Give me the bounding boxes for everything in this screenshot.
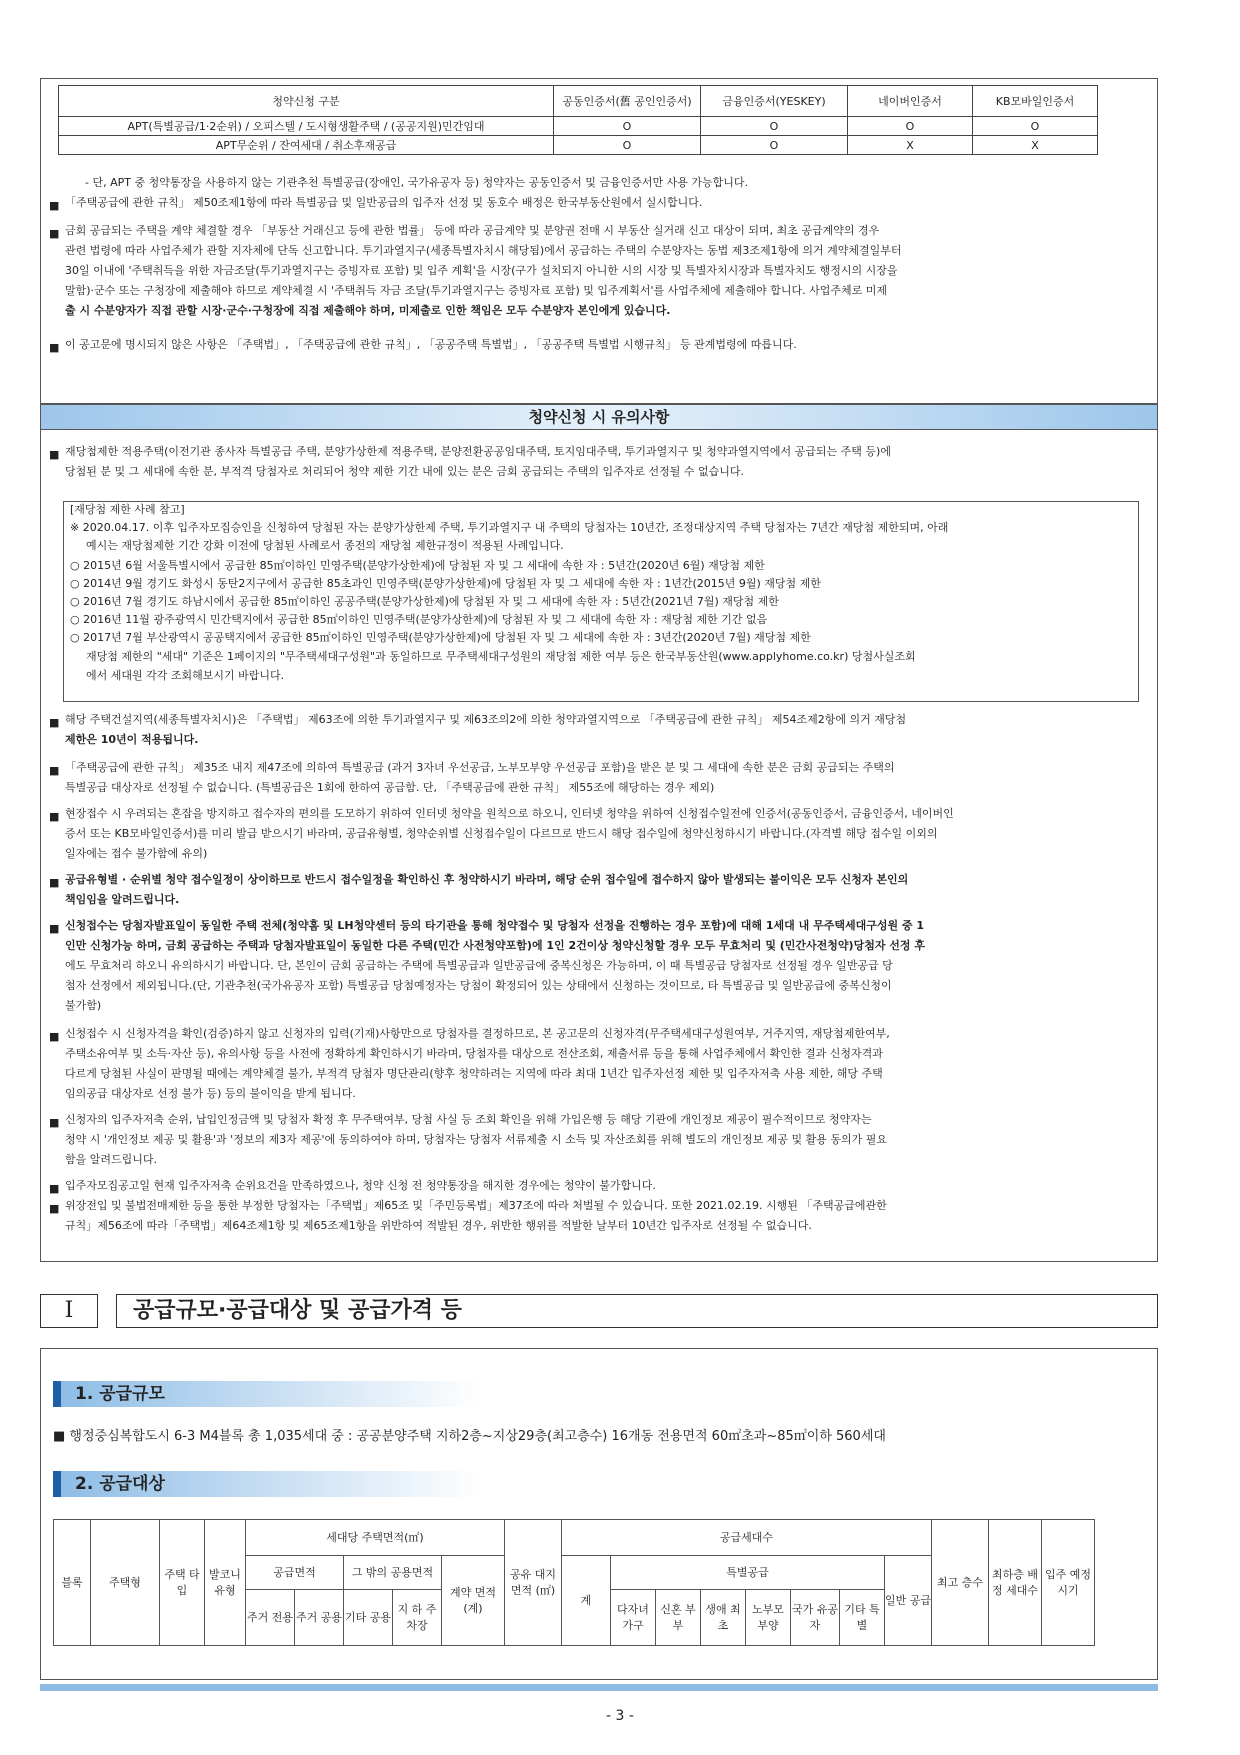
note-line: 30일 이내에 '주택취득을 위한 자금조달(투기과열지구는 증빙자료 포함) 및 입주 계획'을 시장(구가 설치되지 아니한 시의 시장 및 특별자치시장과 특별자치도 행정시의 시장을 (65, 264, 898, 277)
caution-line: 주택소유여부 및 소득·자산 등), 유의사항 등을 사전에 정확하게 확인하시기 바라며, 당첨자를 대상으로 전산조회, 제출서류 등을 통해 사업주체에서 확인한 결과 신청자격과 (65, 1047, 883, 1060)
bullet-icon: ■ (49, 199, 60, 212)
table-header: 신혼 부부 (656, 1590, 701, 1646)
certificate-table (58, 85, 1098, 155)
table-header: 블록 (54, 1520, 91, 1646)
table-header: 국가 유공자 (791, 1590, 840, 1646)
example-item: ○ 2015년 6월 서울특별시에서 공급한 85㎡이하인 민영주택(분양가상한제)에 당첨된 자 및 그 세대에 속한 자 : 5년간(2020년 6월) 재당첨 제한 (70, 559, 765, 572)
table-header: 최고 층수 (932, 1520, 989, 1646)
cert-header: 청약신청 구분 (59, 86, 554, 117)
note-line: 말함)·군수 또는 구청장에 제출해야 하므로 계약체결 시 '주택취득 자금 조달(투기과열지구는 증빙자료 포함) 및 입주계획서'를 사업주체에 제출해야 합니다. 사업주체로 미제 (65, 284, 888, 297)
cert-header: 공동인증서(舊 공인인증서) (554, 86, 701, 117)
bullet-icon: ■ (49, 448, 60, 461)
supply-target-title: 2. 공급대상 (75, 1474, 165, 1494)
supply-target-header (53, 1471, 481, 1497)
table-cell: O (848, 117, 973, 136)
example-line: 예시는 재당첨제한 기간 강화 이전에 당첨된 사례로서 종전의 재당첨 제한규정이 적용된 사례입니다. (86, 539, 564, 552)
caution-line: 다르게 당첨된 사실이 판명될 때에는 계약체결 불가, 부적격 당첨자 명단관리(향후 청약하려는 지역에 따라 최대 1년간 입주자선정 제한 및 입주자저축 사용 제한, 해당 주택 (65, 1067, 883, 1080)
note-line: 출 시 수분양자가 직접 관할 시장·군수·구청장에 직접 제출해야 하며, 미제출로 인한 책임은 모두 수분양자 본인에게 있습니다. (65, 304, 671, 317)
footer-bar (40, 1684, 1158, 1691)
bullet-icon: ■ (49, 1182, 60, 1195)
caution-line: 임의공급 대상자로 선정 불가 등) 등의 불이익을 받게 됩니다. (65, 1087, 356, 1100)
caution-line: 재당첨제한 적용주택(이전기관 종사자 특별공급 주택, 분양가상한제 적용주택, 분양전환공공임대주택, 토지임대주택, 투기과열지구 및 청약과열지역에서 공급되는 주택 등)에 (65, 445, 891, 458)
bullet-icon: ■ (49, 1030, 60, 1043)
table-header: 발코니 유형 (205, 1520, 246, 1646)
table-row (59, 117, 1098, 136)
table-header: 주택형 (91, 1520, 160, 1646)
example-line: ※ 2020.04.17. 이후 입주자모집승인을 신청하여 당첨된 자는 분양가상한제 주택, 투기과열지구 내 주택의 당첨자는 10년간, 조정대상지역 주택 당첨자는 7년간 재당첨 제한되며, 아래 (70, 521, 949, 534)
example-item: ○ 2017년 7월 부산광역시 공공택지에서 공급한 85㎡이하인 민영주택(분양가상한제)에 당첨된 자 및 그 세대에 속한 자 : 3년간(2020년 7월) 재당첨 제한 (70, 631, 811, 644)
caution-line: 첨자 선정에서 제외됩니다.(단, 기관추천(국가유공자 포함) 특별공급 당첨예정자는 당첨이 확정되어 있는 상태에서 신청하는 것이므로, 타 특별공급 및 일반공급에 중복신청이 (65, 979, 892, 992)
caution-line: 위장전입 및 불법전매제한 등을 통한 부정한 당첨자는「주택법」제65조 및「주민등록법」제37조에 따라 처벌될 수 있습니다. 또한 2021.02.19. 시행된 「주택공급에관한 (65, 1199, 887, 1212)
note-line: 이 공고문에 명시되지 않은 사항은 「주택법」, 「주택공급에 관한 규칙」, 「공공주택 특별법」, 「공공주택 특별법 시행규칙」 등 관계법령에 따릅니다. (65, 338, 797, 351)
table-header: 공급면적 (246, 1556, 344, 1590)
bullet-icon: ■ (49, 810, 60, 823)
example-title: [재당첨 제한 사례 참고] (70, 503, 185, 516)
caution-line: 청약 시 '개인정보 제공 및 활용'과 '정보의 제3자 제공'에 동의하여야 하며, 당첨자는 당첨자 서류제출 시 소득 및 자산조회를 위해 별도의 개인정보 제공 및 활용 동의가 필요 (65, 1133, 887, 1146)
caution-line: 증서 또는 KB모바일인증서)를 미리 발급 받으시기 바라며, 공급유형별, 청약순위별 신청접수일이 다르므로 반드시 해당 접수일에 청약신청하시기 바랍니다.(자격별 해당 접수일 이외의 (65, 827, 938, 840)
section-title (40, 1294, 1158, 1328)
caution-line: 일자에는 접수 불가함에 유의) (65, 847, 208, 860)
table-cell: O (554, 117, 701, 136)
page-number: - 3 - (606, 1708, 634, 1724)
table-cell: APT무순위 / 잔여세대 / 취소후재공급 (59, 136, 554, 155)
table-header: 주택 타입 (160, 1520, 205, 1646)
bullet-icon: ■ (49, 764, 60, 777)
table-header: 최하층 배정 세대수 (989, 1520, 1042, 1646)
caution-line: 신청접수는 당첨자발표일이 동일한 주택 전체(청약홈 및 LH청약센터 등의 타기관을 통해 청약접수 및 당첨자 선정을 진행하는 경우 포함)에 대해 1세대 내 무주택세대구성원 중 1 (65, 919, 925, 932)
supply-scale-text: ■ 행정중심복합도시 6-3 M4블록 총 1,035세대 중 : 공공분양주택 지하2층~지상29층(최고층수) 16개동 전용면적 60㎡초과~85㎡이하 560세대 (53, 1429, 886, 1444)
example-item: ○ 2016년 7월 경기도 하남시에서 공급한 85㎡이하인 공공주택(분양가상한제)에 당첨된 자 및 그 세대에 속한 자 : 5년간(2021년 7월) 재당첨 제한 (70, 595, 779, 608)
table-header: 세대당 주택면적(㎡) (246, 1520, 505, 1556)
table-cell: X (848, 136, 973, 155)
table-header: 일반 공급 (885, 1556, 932, 1646)
caution-line: 특별공급 대상자로 선정될 수 없습니다. (특별공급은 1회에 한하여 공급함. 단, 「주택공급에 관한 규칙」 제55조에 해당하는 경우 제외) (65, 781, 715, 794)
certificate-notice-box (40, 78, 1158, 404)
table-header: 계 (562, 1556, 611, 1646)
table-header: 주거 공용 (295, 1590, 344, 1646)
example-line: 에서 세대원 각각 조회해보시기 바랍니다. (86, 669, 285, 682)
supply-box (40, 1348, 1158, 1680)
bullet-icon: ■ (49, 1202, 60, 1215)
table-header: 다자녀 가구 (611, 1590, 656, 1646)
note-line: 금회 공급되는 주택을 계약 체결할 경우 「부동산 거래신고 등에 관한 법률」 등에 따라 공급계약 및 분양권 전매 시 부동산 실거래 신고 대상이 되며, 최초 공급계약의 경우 (65, 224, 880, 237)
supply-target-table (53, 1519, 1095, 1646)
table-cell: O (973, 117, 1098, 136)
supply-scale-header (53, 1381, 481, 1407)
note-line: 관련 법령에 따라 사업주체가 관할 지자체에 단독 신고합니다. 투기과열지구(세종특별자치시 해당됨)에서 공급하는 주택의 수분양자는 동법 제3조제1항에 의거 계약체결일부터 (65, 244, 902, 257)
table-cell: O (701, 117, 848, 136)
cert-header: 금융인증서(YESKEY) (701, 86, 848, 117)
bullet-icon: ■ (49, 716, 60, 729)
table-header: 특별공급 (611, 1556, 885, 1590)
cert-header: 네이버인증서 (848, 86, 973, 117)
table-header: 생애 최초 (701, 1590, 746, 1646)
caution-header (40, 404, 1158, 430)
section-heading: 공급규모·공급대상 및 공급가격 등 (116, 1294, 1158, 1328)
section-number: Ⅰ (40, 1294, 98, 1328)
rewin-example-box (63, 501, 1139, 702)
bullet-icon: ■ (49, 341, 60, 354)
table-header: 주거 전용 (246, 1590, 295, 1646)
caution-line: 신청자의 입주자저축 순위, 납입인정금액 및 당첨자 확정 후 무주택여부, 당첨 사실 등 조회 확인을 위해 가입은행 등 해당 기관에 개인정보 제공이 필수적이므로 청약자는 (65, 1113, 872, 1126)
bullet-icon: ■ (49, 922, 60, 935)
table-header: 기타 특별 (840, 1590, 885, 1646)
caution-line: 인만 신청가능 하며, 금회 공급하는 주택과 당첨자발표일이 동일한 다른 주택(민간 사전청약포함)에 1인 2건이상 청약신청할 경우 모두 무효처리 및 (민간사전청약)당첨자 선정 후 (65, 939, 926, 952)
table-header: 지 하 주차장 (393, 1590, 442, 1646)
note-line: 「주택공급에 관한 규칙」 제50조제1항에 따라 특별공급 및 일반공급의 입주자 선정 및 동호수 배정은 한국부동산원에서 실시합니다. (65, 196, 703, 209)
example-line: 재당첨 제한의 "세대" 기준은 1페이지의 "무주택세대구성원"과 동일하므로 무주택세대구성원의 재당첨 제한 여부 등은 한국부동산원(www.applyhome.co.kr) 당첨사실조회 (86, 650, 916, 663)
caution-line: 공급유형별 · 순위별 청약 접수일정이 상이하므로 반드시 접수일정을 확인하신 후 청약하시기 바라며, 해당 순위 접수일에 접수하지 않아 발생되는 불이익은 모두 신청자 본인의 (65, 873, 909, 886)
table-header: 노부모 부양 (746, 1590, 791, 1646)
supply-scale-title: 1. 공급규모 (75, 1384, 165, 1404)
caution-line: 규칙」제56조에 따라「주택법」제64조제1항 및 제65조제1항을 위반하여 적발된 경우, 위반한 행위를 적발한 날부터 10년간 입주자로 선정될 수 없습니다. (65, 1219, 812, 1232)
table-cell: O (701, 136, 848, 155)
caution-line: 에도 무효처리 하오니 유의하시기 바랍니다. 단, 본인이 금회 공급하는 주택에 특별공급과 일반공급에 중복신청은 가능하며, 이 때 특별공급 당첨자로 선정될 경우 일반공급 당 (65, 959, 893, 972)
caution-line: 당첨된 분 및 그 세대에 속한 분, 부적격 당첨자로 처리되어 청약 제한 기간 내에 있는 분은 금회 공급되는 주택의 입주자로 선정될 수 없습니다. (65, 465, 744, 478)
table-cell: APT(특별공급/1·2순위) / 오피스텔 / 도시형생활주택 / (공공지원)민간임대 (59, 117, 554, 136)
caution-line: 불가함) (65, 999, 102, 1012)
bullet-icon: ■ (49, 227, 60, 240)
table-header: 계약 면적 (계) (442, 1556, 505, 1646)
table-header: 공급세대수 (562, 1520, 932, 1556)
bullet-icon: ■ (49, 1116, 60, 1129)
caution-box (40, 430, 1158, 1262)
cert-header: KB모바일인증서 (973, 86, 1098, 117)
bullet-icon: ■ (49, 876, 60, 889)
caution-line: 현장접수 시 우려되는 혼잡을 방지하고 접수자의 편의를 도모하기 위하여 인터넷 청약을 원칙으로 하오니, 인터넷 청약을 위하여 신청접수일전에 인증서(공동인증서, 금융인증서, 네이버인 (65, 807, 954, 820)
example-item: ○ 2014년 9월 경기도 화성시 동탄2지구에서 공급한 85초과인 민영주택(분양가상한제)에 당첨된 자 및 그 세대에 속한 자 : 1년간(2015년 9월) 재당첨 제한 (70, 577, 821, 590)
table-header: 입주 예정 시기 (1042, 1520, 1095, 1646)
note-line: - 단, APT 중 청약통장을 사용하지 않는 기관추천 특별공급(장애인, 국가유공자 등) 청약자는 공동인증서 및 금융인증서만 사용 가능합니다. (85, 176, 749, 189)
example-item: ○ 2016년 11월 광주광역시 민간택지에서 공급한 85㎡이하인 민영주택(분양가상한제)에 당첨된 자 및 그 세대에 속한 자 : 재당첨 제한 기간 없음 (70, 613, 768, 626)
caution-line: 신청접수 시 신청자격을 확인(검증)하지 않고 신청자의 입력(기재)사항만으로 당첨자를 결정하므로, 본 공고문의 신청자격(무주택세대구성원여부, 거주지역, 재당첨제한여부, (65, 1027, 890, 1040)
table-cell: O (554, 136, 701, 155)
table-row (59, 136, 1098, 155)
table-cell: X (973, 136, 1098, 155)
table-header: 그 밖의 공용면적 (344, 1556, 442, 1590)
caution-title: 청약신청 시 유의사항 (528, 408, 670, 426)
caution-line: 제한은 10년이 적용됩니다. (65, 733, 199, 746)
caution-line: 함을 알려드립니다. (65, 1153, 158, 1166)
caution-line: 입주자모집공고일 현재 입주자저축 순위요건을 만족하였으나, 청약 신청 전 청약통장을 해지한 경우에는 청약이 불가합니다. (65, 1179, 656, 1192)
caution-line: 「주택공급에 관한 규칙」 제35조 내지 제47조에 의하여 특별공급 (과거 3자녀 우선공급, 노부모부양 우선공급 포함)을 받은 분 및 그 세대에 속한 분은 금회 공급되는 주택의 (65, 761, 895, 774)
table-header: 기타 공용 (344, 1590, 393, 1646)
caution-line: 해당 주택건설지역(세종특별자치시)은 「주택법」 제63조에 의한 투기과열지구 및 제63조의2에 의한 청약과열지역으로 「주택공급에 관한 규칙」 제54조제2항에 의거 재당첨 (65, 713, 907, 726)
table-header: 공유 대지 면적 (㎡) (505, 1520, 562, 1646)
caution-line: 책임임을 알려드립니다. (65, 893, 180, 906)
